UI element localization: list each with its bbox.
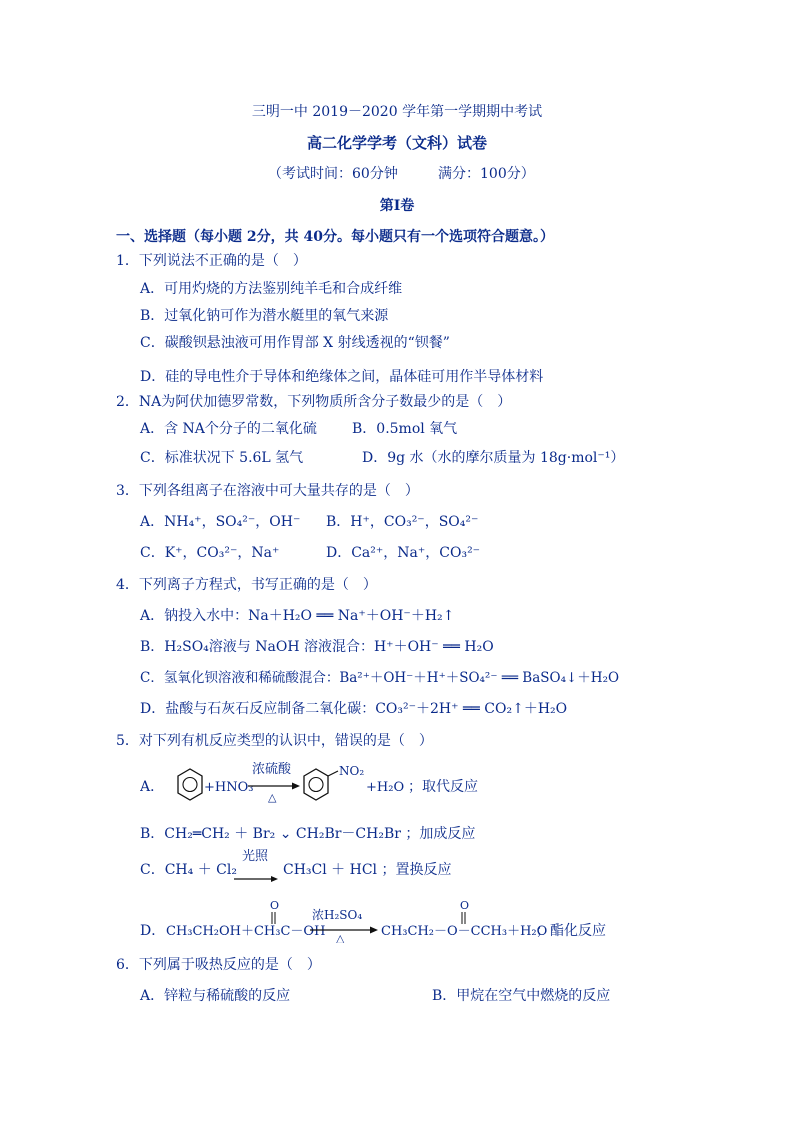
q3-option-b: B．H⁺，CO₃²⁻，SO₄²⁻ bbox=[326, 514, 479, 530]
q5-d-type: ；酯化反应 bbox=[536, 923, 606, 939]
q5-stem: 5．对下列有机反应类型的认识中，错误的是（ ） bbox=[116, 733, 433, 749]
q5-a-prefix: A． bbox=[140, 779, 165, 795]
q3-option-a: A．NH₄⁺，SO₄²⁻，OH⁻ bbox=[140, 514, 301, 530]
q4-option-b: B．H₂SO₄溶液与 NaOH 溶液混合：H⁺＋OH⁻ ══ H₂O bbox=[140, 639, 494, 655]
q4-option-d: D．盐酸与石灰石反应制备二氧化碳：CO₃²⁻＋2H⁺ ══ CO₂↑＋H₂O bbox=[140, 701, 568, 717]
q5-option-c-condition: 光照 bbox=[242, 849, 269, 864]
q1-stem: 1．下列说法不正确的是（ ） bbox=[116, 253, 307, 269]
q2-option-a: A．含 NA个分子的二氧化硫 bbox=[140, 421, 317, 437]
q5-a-tail: +H₂O bbox=[366, 780, 405, 795]
q5-a-reagent: +HNO₃ bbox=[204, 780, 254, 795]
q5-d-heat: △ bbox=[336, 932, 345, 943]
q5-d-condition: 浓H₂SO₄ bbox=[312, 908, 363, 922]
q5-a-product-group: NO₂ bbox=[339, 764, 365, 778]
q2-option-d: D．9g 水（水的摩尔质量为 18g·mol⁻¹） bbox=[362, 450, 625, 466]
q3-stem: 3．下列各组离子在溶液中可大量共存的是（ ） bbox=[116, 483, 419, 499]
arrow-head-icon bbox=[370, 927, 378, 934]
benzene-ring-icon bbox=[178, 769, 202, 800]
q5-a-heat: △ bbox=[268, 791, 277, 804]
full-score: 满分：100分） bbox=[438, 166, 535, 182]
q4-option-c: C．氢氧化钡溶液和稀硫酸混合：Ba²⁺＋OH⁻＋H⁺＋SO₄²⁻ ══ BaSO₄↓＋H₂O bbox=[140, 670, 620, 686]
q5-option-c-prefix: C．CH₄ ＋ Cl₂ bbox=[140, 862, 237, 878]
q4-option-a: A．钠投入水中：Na＋H₂O ══ Na⁺＋OH⁻＋H₂↑ bbox=[140, 608, 455, 624]
q5-d-right: CH₃CH₂－O－CCH₃＋H₂O bbox=[381, 924, 548, 939]
nitrobenzene-ring-icon bbox=[304, 769, 338, 800]
q2-stem: 2．NA为阿伏加德罗常数，下列物质所含分子数最少的是（ ） bbox=[116, 394, 512, 410]
q5-d-carbonyl-o-left: O bbox=[270, 899, 280, 912]
esterification-equation-graphic bbox=[140, 897, 610, 943]
q2-option-c: C．标准状况下 5.6L 氢气 bbox=[140, 450, 304, 466]
q5-option-c-suffix: CH₃Cl ＋ HCl ；置换反应 bbox=[283, 862, 452, 878]
nitration-equation-graphic bbox=[140, 762, 540, 806]
q3-option-c: C．K⁺，CO₃²⁻，Na⁺ bbox=[140, 545, 280, 561]
q5-option-d bbox=[140, 897, 610, 943]
paper-title: 高二化学学考（文科）试卷 bbox=[306, 134, 487, 152]
q5-a-type: ；取代反应 bbox=[408, 779, 478, 795]
q4-stem: 4．下列离子方程式，书写正确的是（ ） bbox=[116, 577, 377, 593]
photolysis-arrow-icon bbox=[234, 868, 278, 876]
arrow-head-icon bbox=[292, 783, 300, 790]
q6-stem: 6．下列属于吸热反应的是（ ） bbox=[116, 957, 321, 973]
q1-option-c: C．碳酸钡悬浊液可用作胃部 X 射线透视的“钡餐” bbox=[140, 335, 450, 351]
q6-option-b: B．甲烷在空气中燃烧的反应 bbox=[432, 988, 611, 1004]
q3-option-d: D．Ca²⁺，Na⁺，CO₃²⁻ bbox=[326, 545, 481, 561]
q1-option-b: B．过氧化钠可作为潜水艇里的氧气来源 bbox=[140, 308, 389, 324]
q5-d-carbonyl-o-right: O bbox=[460, 899, 470, 912]
volume-label: 第Ⅰ卷 bbox=[379, 198, 415, 214]
q1-option-a: A．可用灼烧的方法鉴别纯羊毛和合成纤维 bbox=[140, 281, 403, 297]
q6-option-a: A．锌粒与稀硫酸的反应 bbox=[140, 988, 291, 1004]
school-title: 三明一中 2019－2020 学年第一学期期中考试 bbox=[251, 104, 543, 120]
exam-time: （考试时间：60分钟 bbox=[268, 166, 398, 182]
q5-d-left: CH₃CH₂OH＋CH₃C－OH bbox=[166, 924, 326, 939]
q5-d-prefix: D． bbox=[140, 923, 166, 939]
q5-a-condition: 浓硫酸 bbox=[252, 762, 292, 777]
q5-option-b: B．CH₂═CH₂ ＋ Br₂ ⌄ CH₂Br－CH₂Br ；加成反应 bbox=[140, 826, 476, 842]
section-title: 一、选择题（每小题 2分，共 40分。每小题只有一个选项符合题意。） bbox=[116, 229, 554, 245]
q2-option-b: B．0.5mol 氧气 bbox=[352, 421, 458, 437]
q5-option-a bbox=[140, 762, 540, 806]
q1-option-d: D．硅的导电性介于导体和绝缘体之间，晶体硅可用作半导体材料 bbox=[140, 369, 544, 385]
